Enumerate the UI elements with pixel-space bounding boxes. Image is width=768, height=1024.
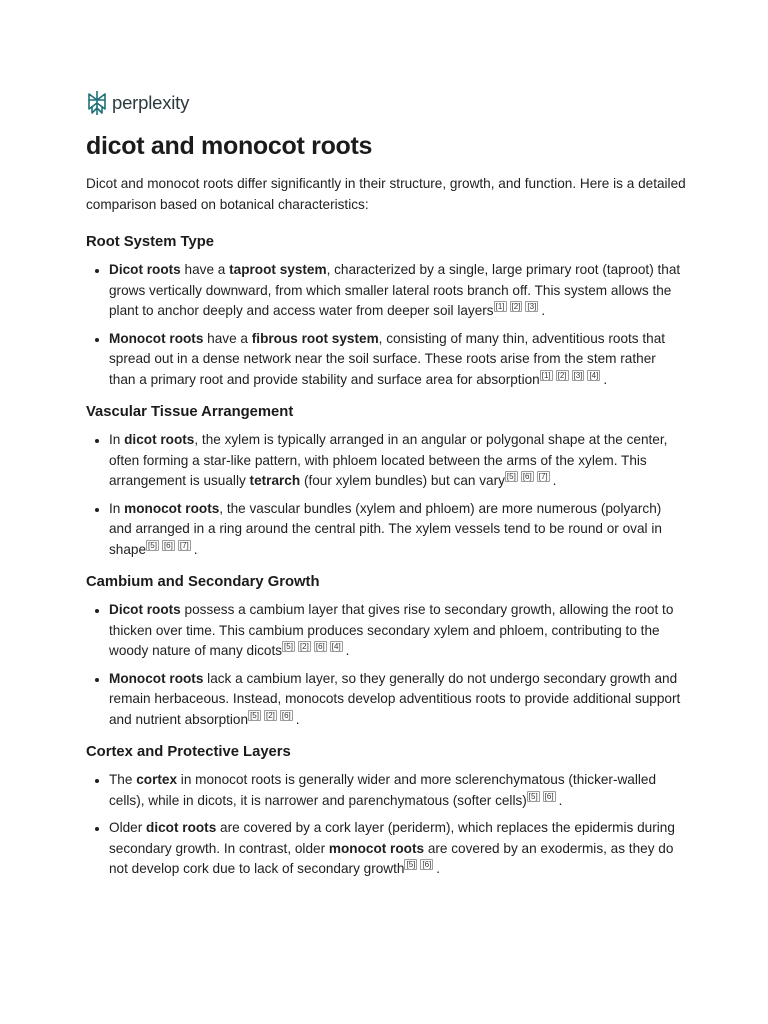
- list-item: [109, 260, 686, 322]
- bold-term: dicot roots: [124, 432, 195, 447]
- citation-link[interactable]: [4]: [331, 642, 341, 651]
- bullet-list: [86, 260, 686, 390]
- sentence-end: .: [541, 303, 546, 318]
- citation-link[interactable]: [4]: [589, 370, 599, 380]
- sentence-end: .: [603, 371, 608, 387]
- sections-container: [86, 234, 686, 880]
- bold-term: taproot system: [229, 262, 327, 277]
- text-run: , the vascular bundles (xylem and phloem) are more numerous (polyarch) and arranged in a ring around the central pith. The xylem vessels tend to be round or oval in shape: [109, 500, 662, 557]
- bold-term: fibrous root system: [251, 330, 379, 346]
- citation-link[interactable]: [6]: [544, 791, 554, 801]
- citation-link[interactable]: [3]: [573, 370, 583, 380]
- text-run: possess a cambium layer that gives rise to secondary growth, allowing the root to thicken over time. This cambium produces secondary xylem and phloem, contributing to the woody nature of many dicots: [109, 602, 674, 658]
- citation-link[interactable]: [5]: [250, 710, 259, 720]
- citation-link[interactable]: [5]: [406, 860, 416, 869]
- text-run: (four xylem bundles) but can vary: [300, 473, 505, 488]
- document-page: [86, 88, 686, 894]
- text-run: have a: [203, 330, 252, 346]
- citation-link[interactable]: [5]: [506, 472, 516, 481]
- citation-link[interactable]: [5]: [528, 791, 538, 801]
- list-item: [109, 818, 686, 880]
- text-run: have a: [180, 262, 230, 277]
- citation-link[interactable]: [6]: [522, 472, 532, 481]
- intro-paragraph: Dicot and monocot roots differ significantly in their structure, growth, and function. Here is a detailed comparison based on botanical characteristics:: [86, 176, 686, 212]
- citation-link[interactable]: [2]: [265, 710, 275, 720]
- citation-link[interactable]: [1]: [541, 370, 551, 380]
- text-run: Older: [109, 820, 147, 835]
- bold-term: monocot roots: [328, 840, 425, 856]
- bold-term: cortex: [136, 772, 178, 787]
- text-run: , consisting of many thin, adventitious roots that spread out in a dense network near the soil surface. These roots arise from the stem rather than a primary root and provide stability and surface area for absorption: [109, 330, 666, 387]
- citation-link[interactable]: [5]: [284, 642, 293, 651]
- sentence-end: .: [295, 711, 300, 727]
- text-run: are covered by an exodermis, as they do not develop cork due to lack of secondary growth: [109, 840, 674, 876]
- bold-term: dicot roots: [146, 820, 217, 835]
- sentence-end: .: [558, 792, 563, 808]
- bold-term: monocot roots: [124, 500, 220, 516]
- text-run: lack a cambium layer, so they generally do not undergo secondary growth and remain herbaceous. Instead, monocots develop adventitious roots to provide additional support and nutrient absorption: [109, 670, 681, 727]
- text-run: In: [109, 432, 125, 447]
- bullet-list: [86, 600, 686, 730]
- list-item: [109, 430, 686, 492]
- list-item: [109, 329, 686, 391]
- text-run: , the xylem is typically arranged in an angular or polygonal shape at the center, often forming a star-like pattern, with phloem located between the arms of the xylem. This arrangement is usually: [109, 432, 668, 488]
- citation-link[interactable]: [2]: [511, 302, 521, 311]
- sentence-end: .: [193, 541, 198, 557]
- citation-link[interactable]: [6]: [163, 540, 173, 550]
- citation-link[interactable]: [6]: [281, 710, 291, 720]
- text-run: , characterized by a single, large primary root (taproot) that grows vertically downward, from which smaller lateral roots branch off. This system allows the plant to anchor deeply and access water from deeper soil layers: [109, 262, 681, 318]
- section-heading: Root System Type: [86, 234, 214, 250]
- bold-term: Dicot roots: [109, 602, 181, 617]
- citation-link[interactable]: [6]: [315, 642, 325, 651]
- page-title: dicot and monocot roots: [86, 132, 373, 160]
- brand-logo[interactable]: [86, 88, 686, 118]
- list-item: [109, 770, 686, 811]
- section-heading: Cambium and Secondary Growth: [86, 574, 320, 590]
- citation-link[interactable]: [2]: [299, 642, 309, 651]
- section-heading: Vascular Tissue Arrangement: [86, 404, 294, 420]
- sentence-end: .: [345, 643, 350, 658]
- perplexity-logo-icon: [86, 90, 108, 116]
- list-item: [109, 669, 686, 731]
- bold-term: Monocot roots: [109, 330, 204, 346]
- citation-link[interactable]: [5]: [148, 540, 157, 550]
- sentence-end: .: [552, 473, 557, 488]
- citation-link[interactable]: [3]: [527, 302, 537, 311]
- list-item: [109, 600, 686, 662]
- section-heading: Cortex and Protective Layers: [86, 744, 291, 760]
- text-run: The: [109, 772, 137, 787]
- bold-term: tetrarch: [249, 473, 301, 488]
- sentence-end: .: [436, 861, 441, 876]
- bullet-list: [86, 770, 686, 880]
- brand-name: perplexity: [112, 92, 190, 113]
- bullet-list: [86, 430, 686, 560]
- bold-term: Monocot roots: [109, 670, 204, 686]
- citation-link[interactable]: [1]: [495, 302, 505, 311]
- citation-link[interactable]: [2]: [557, 370, 567, 380]
- citation-link[interactable]: [7]: [179, 540, 189, 550]
- list-item: [109, 499, 686, 561]
- text-run: In: [109, 500, 125, 516]
- citation-link[interactable]: [7]: [538, 472, 548, 481]
- citation-link[interactable]: [6]: [422, 860, 432, 869]
- bold-term: Dicot roots: [109, 262, 181, 277]
- text-run: are covered by a cork layer (periderm), which replaces the epidermis during secondary growth. In contrast, older: [109, 820, 675, 856]
- text-run: in monocot roots is generally wider and more sclerenchymatous (thicker-walled cells), while in dicots, it is narrower and parenchymatous (softer cells): [109, 772, 657, 808]
